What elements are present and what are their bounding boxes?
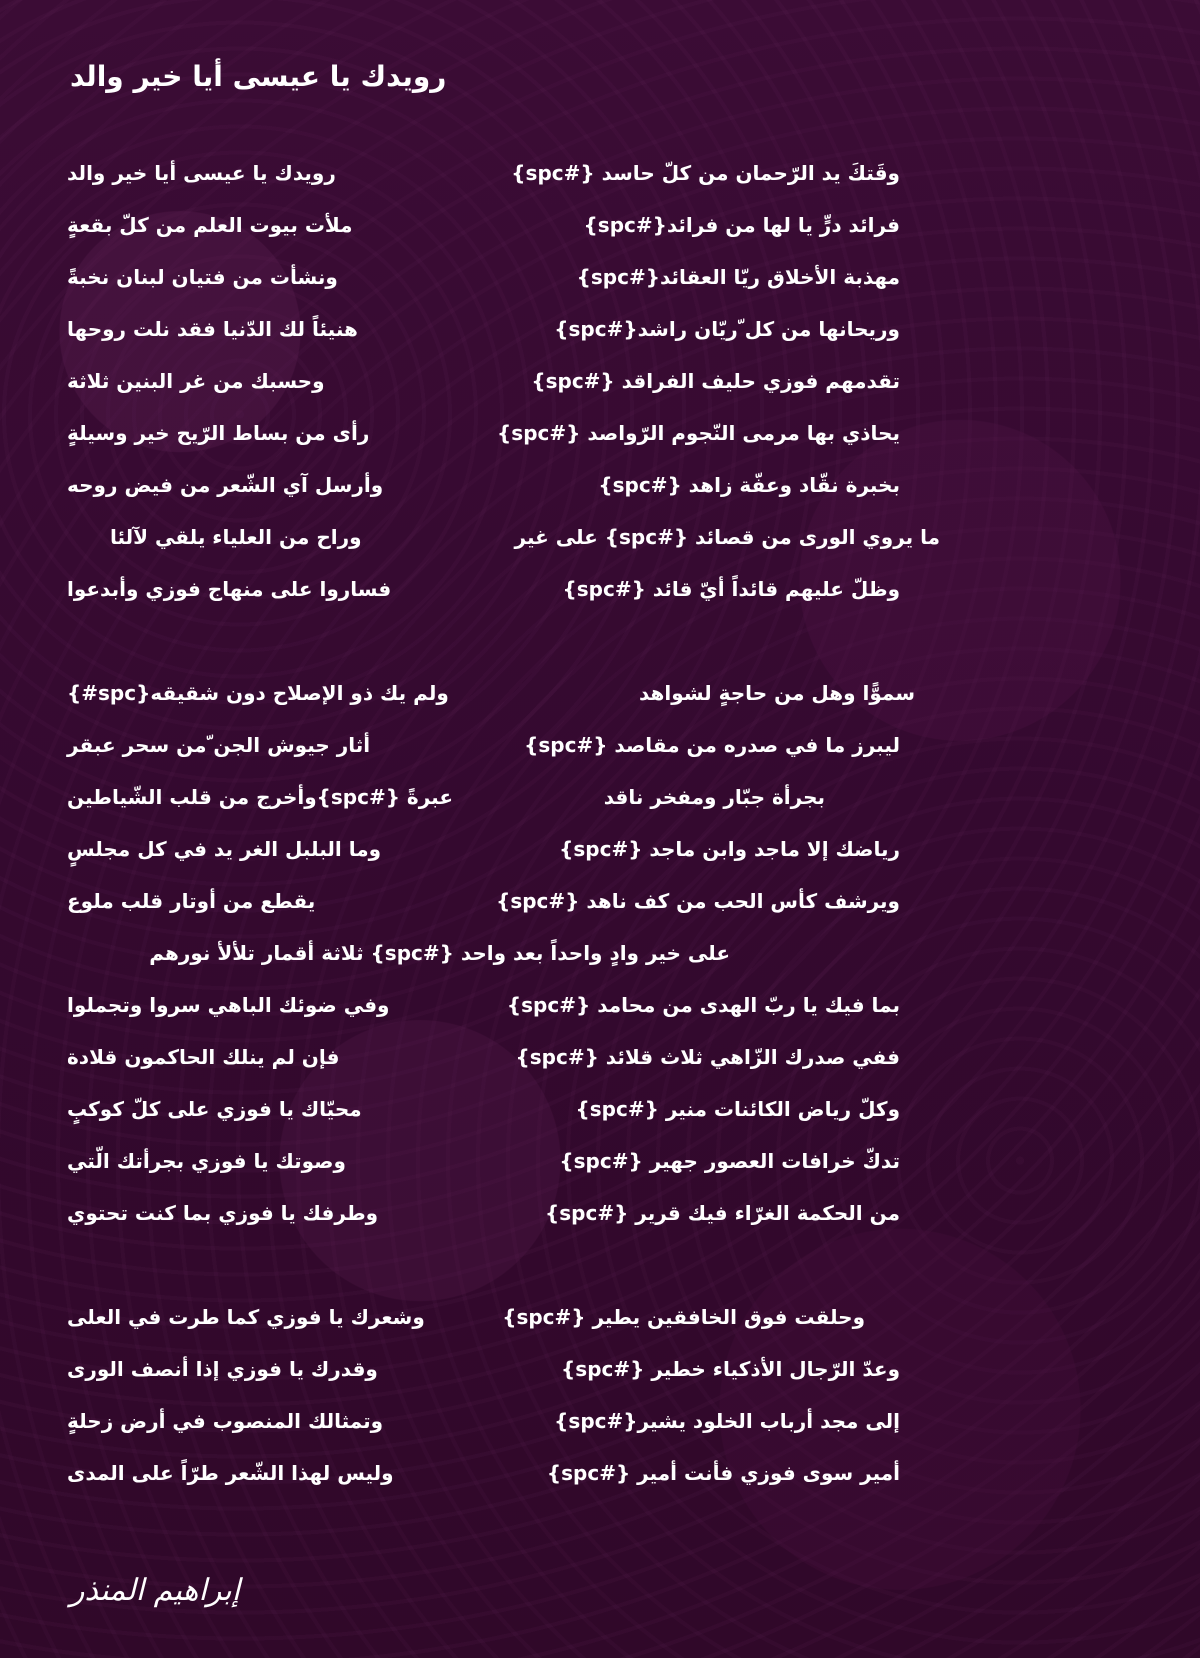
author-signature: إبراهيم المنذر	[70, 1573, 241, 1608]
verse-second-hemistich: فإن لم ينلك الحاكمون قلادة	[67, 1045, 340, 1069]
verse-line	[0, 260, 1200, 294]
verse-second-hemistich: وما البلبل الغر يد في كل مجلسٍ	[67, 837, 382, 861]
verse-second-hemistich: أثار جيوش الجن ّمن سحر عبقر	[67, 733, 371, 757]
verse-first-hemistich: ففي صدرك الزّاهي ثلاث قلائد {#spc}	[515, 1045, 900, 1069]
verse-line	[0, 1196, 1200, 1230]
verse-merged-line: على خير وادٍ واحداً بعد واحد {#spc} ثلاثة أقمار تلألأ نورهم	[149, 941, 730, 965]
verse-first-hemistich: وريحانها من كل ّريّان راشد{#spc}	[554, 317, 900, 341]
verse-first-hemistich: تقدمهم فوزي حليف الفراقد {#spc}	[531, 369, 900, 393]
verse-second-hemistich: رأى من بساط الرّيح خير وسيلةٍ	[67, 421, 370, 445]
verse-line	[0, 1352, 1200, 1386]
verse-line	[0, 884, 1200, 918]
verse-line	[0, 1092, 1200, 1126]
verse-second-hemistich: {#spc}ولم يك ذو الإصلاح دون شقيقه	[67, 681, 449, 705]
verse-line	[0, 728, 1200, 762]
verse-second-hemistich: وحسبك من غر البنين ثلاثة	[67, 369, 325, 393]
verse-second-hemistich: محيّاك يا فوزي على كلّ كوكبٍ	[67, 1097, 362, 1121]
verse-first-hemistich: يحاذي بها مرمى النّجوم الرّواصد {#spc}	[497, 421, 900, 445]
verse-second-hemistich: يقطع من أوتار قلب ملوع	[67, 889, 316, 913]
verse-first-hemistich: وكلّ رياض الكائنات منير {#spc}	[575, 1097, 900, 1121]
verse-line	[0, 416, 1200, 450]
verse-first-hemistich: من الحكمة الغرّاء فيك قرير {#spc}	[544, 1201, 900, 1225]
verse-first-hemistich: أمير سوى فوزي فأنت أمير {#spc}	[546, 1461, 900, 1485]
verse-first-hemistich: وعدّ الرّجال الأذكياء خطير {#spc}	[561, 1357, 900, 1381]
verse-first-hemistich: سموًّا وهل من حاجةٍ لشواهد	[639, 681, 915, 705]
verse-first-hemistich: بخبرة نقّاد وعفّة زاهد {#spc}	[598, 473, 900, 497]
verse-line	[0, 780, 1200, 814]
verse-line	[0, 572, 1200, 606]
verse-second-hemistich: عبرةً {#spc}وأخرج من قلب الشّياطين	[67, 785, 454, 809]
poem-title: رويدك يا عيسى أيا خير والد	[70, 60, 447, 93]
verse-second-hemistich: وفي ضوئك الباهي سروا وتجملوا	[67, 993, 390, 1017]
verse-first-hemistich: وقَتكَ يد الرّحمان من كلّ حاسد {#spc}	[511, 161, 900, 185]
verse-first-hemistich: ويرشف كأس الحب من كف ناهد {#spc}	[496, 889, 900, 913]
verse-second-hemistich: ونشأت من فتيان لبنان نخبةً	[67, 265, 338, 289]
verse-line	[0, 1040, 1200, 1074]
verse-line	[0, 208, 1200, 242]
verse-first-hemistich: وظلّ عليهم قائداً أيّ قائد {#spc}	[562, 577, 900, 601]
verse-second-hemistich: وتمثالك المنصوب في أرض زحلةٍ	[67, 1409, 384, 1433]
verse-second-hemistich: ملأت بيوت العلم من كلّ بقعةٍ	[67, 213, 353, 237]
verse-first-hemistich: إلى مجد أرباب الخلود يشير{#spc}	[554, 1409, 900, 1433]
verse-first-hemistich: وحلقت فوق الخافقين يطير {#spc}	[502, 1305, 865, 1329]
verse-line	[0, 988, 1200, 1022]
verse-line	[0, 1404, 1200, 1438]
verse-first-hemistich: ما يروي الورى من قصائد {#spc} على غير	[514, 525, 940, 549]
verse-line	[0, 832, 1200, 866]
verse-line	[0, 1144, 1200, 1178]
verse-second-hemistich: وصوتك يا فوزي بجرأتك الّتي	[67, 1149, 346, 1173]
verse-first-hemistich: فرائد درٍّ يا لها من فرائد{#spc}	[583, 213, 900, 237]
verse-first-hemistich: بما فيك يا ربّ الهدى من محامد {#spc}	[506, 993, 900, 1017]
verse-first-hemistich: تدكّ خرافات العصور جهير {#spc}	[559, 1149, 900, 1173]
verse-first-hemistich: مهذبة الأخلاق ريّا العقائد{#spc}	[576, 265, 900, 289]
verse-line	[0, 936, 1200, 970]
verse-second-hemistich: رويدك يا عيسى أيا خير والد	[67, 161, 336, 185]
verse-first-hemistich: ليبرز ما في صدره من مقاصد {#spc}	[524, 733, 900, 757]
verse-second-hemistich: وقدرك يا فوزي إذا أنصف الورى	[67, 1357, 378, 1381]
verse-line	[0, 468, 1200, 502]
verse-second-hemistich: وليس لهذا الشّعر طرّاً على المدى	[67, 1461, 394, 1485]
verse-line	[0, 1300, 1200, 1334]
verse-line	[0, 156, 1200, 190]
verse-second-hemistich: وطرفك يا فوزي بما كنت تحتوي	[67, 1201, 379, 1225]
verse-second-hemistich: هنيئاً لك الدّنيا فقد نلت روحها	[67, 317, 358, 341]
verse-second-hemistich: وشعرك يا فوزي كما طرت في العلى	[67, 1305, 425, 1329]
verse-second-hemistich: وراح من العلياء يلقي لآلئا	[110, 525, 362, 549]
verse-line	[0, 1456, 1200, 1490]
verse-second-hemistich: فساروا على منهاج فوزي وأبدعوا	[67, 577, 392, 601]
verse-first-hemistich: بجرأة جبّار ومفخر ناقد	[603, 785, 825, 809]
verse-line	[0, 676, 1200, 710]
verse-line	[0, 312, 1200, 346]
verse-line	[0, 520, 1200, 554]
verse-line	[0, 364, 1200, 398]
verse-second-hemistich: وأرسل آي الشّعر من فيض روحه	[67, 473, 384, 497]
verse-first-hemistich: رياضك إلا ماجد وابن ماجد {#spc}	[559, 837, 900, 861]
